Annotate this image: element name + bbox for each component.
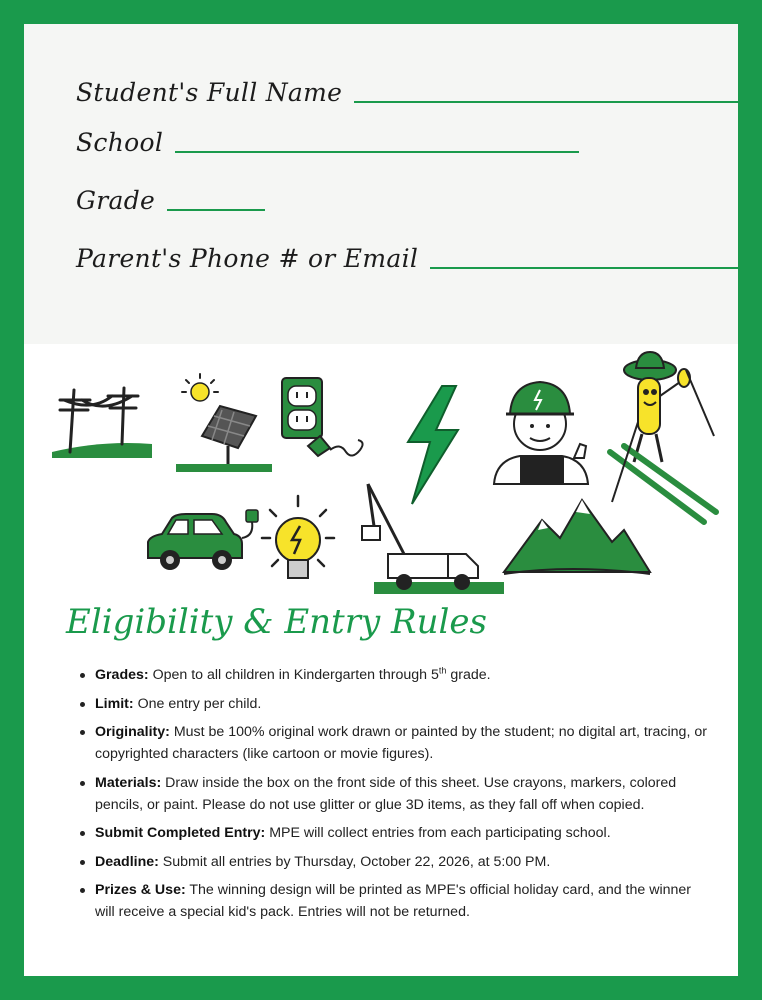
student-info-form (24, 24, 738, 344)
rule-label: Materials: (95, 774, 162, 791)
rule-label: Deadline: (95, 853, 159, 870)
energy-illustrations (24, 344, 738, 594)
lightning-bolt-icon (408, 386, 458, 504)
school-line[interactable] (175, 151, 579, 153)
section-title: Eligibility & Entry Rules (66, 602, 487, 642)
rule-label: Prizes & Use: (95, 882, 186, 898)
rule-text: grade. (446, 667, 491, 683)
rule-text: Submit all entries by Thursday, October 22, 2026, at 5:00 PM. (158, 853, 551, 870)
bullet-icon (80, 702, 85, 707)
electric-car-icon (148, 510, 258, 570)
rule-label: Submit Completed Entry: (95, 825, 266, 841)
rule-label: Grades: (95, 667, 149, 683)
bullet-icon (80, 860, 85, 865)
rule-text: Open to all children in Kindergarten through 5 (148, 667, 439, 683)
list-item (78, 822, 708, 844)
rule-text: The winning design will be printed as MPE's official holiday card, and the winner will receive a special kid's pack. Entries will not be returned. (95, 882, 692, 920)
list-item (78, 693, 708, 715)
school-field[interactable] (76, 128, 579, 157)
list-item (78, 879, 708, 923)
parent-contact-line[interactable] (430, 267, 738, 269)
rule-text: Draw inside the box on the front side of this sheet. Use crayons, markers, colored pencils, or paint. Please do not use glitter or glue 3D items, as they fall off when copied. (95, 774, 677, 813)
power-line-icon (52, 388, 152, 458)
bullet-icon (80, 673, 85, 678)
lineman-worker-icon (494, 382, 588, 484)
light-bulb-icon (262, 496, 334, 578)
rule-text: MPE will collect entries from each participating school. (265, 825, 611, 841)
rule-text: One entry per child. (133, 695, 262, 712)
list-item (78, 664, 708, 686)
skier-mascot-icon (610, 352, 716, 522)
rule-superscript: th (438, 665, 447, 676)
student-name-label: Student's Full Name (76, 78, 343, 107)
bullet-icon (80, 888, 85, 893)
student-name-line[interactable] (354, 101, 738, 103)
school-label: School (76, 128, 164, 157)
parent-contact-label: Parent's Phone # or Email (76, 244, 419, 273)
list-item (78, 772, 708, 816)
bullet-icon (80, 781, 85, 786)
solar-panel-icon (176, 374, 272, 472)
rule-label: Limit: (95, 695, 134, 712)
rule-label: Originality: (95, 724, 170, 740)
rules-list (78, 664, 708, 930)
bullet-icon (80, 831, 85, 836)
list-item (78, 851, 708, 873)
grade-line[interactable] (167, 209, 265, 211)
grade-label: Grade (76, 186, 156, 215)
bullet-icon (80, 730, 85, 735)
student-name-field[interactable] (76, 78, 738, 107)
rule-text: Must be 100% original work drawn or painted by the student; no digital art, tracing, or copyrighted characters (like cartoon or movie figures). (95, 724, 707, 762)
mountains-icon (504, 500, 650, 574)
parent-contact-field[interactable] (76, 244, 738, 273)
grade-field[interactable] (76, 186, 265, 215)
bucket-truck-icon (362, 484, 504, 594)
entry-sheet (24, 24, 738, 976)
electric-outlet-icon (282, 378, 363, 456)
list-item (78, 721, 708, 765)
